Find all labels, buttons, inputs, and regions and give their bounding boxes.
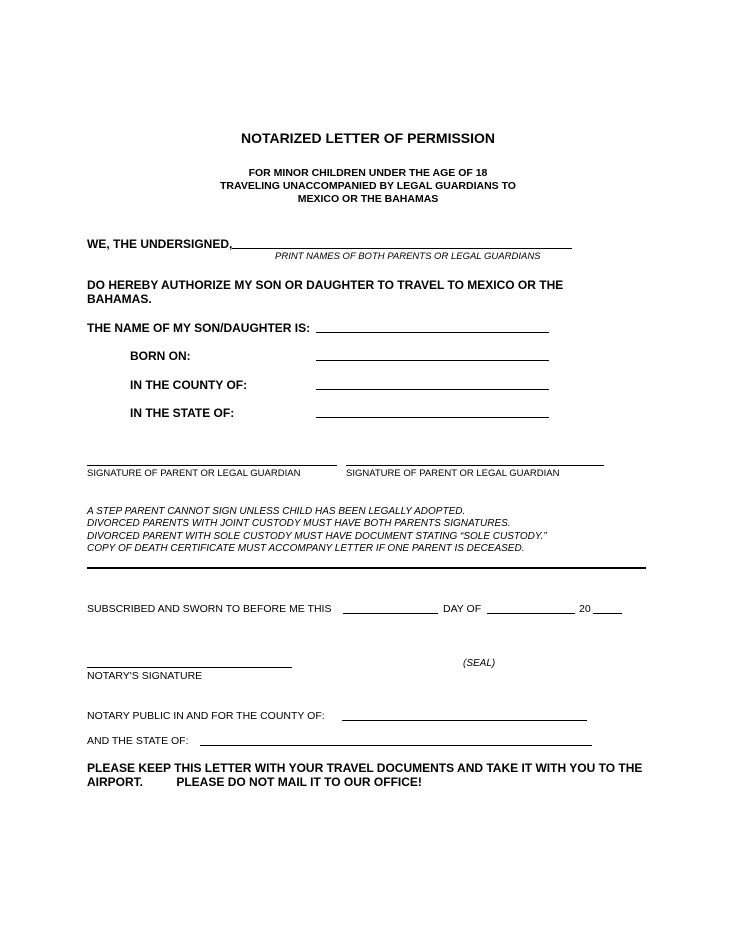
undersigned-hint: PRINT NAMES OF BOTH PARENTS OR LEGAL GUARDIANS — [275, 251, 541, 262]
notary-state-field[interactable] — [200, 745, 592, 746]
born-on-field[interactable] — [316, 360, 549, 361]
seal-label: (SEAL) — [463, 658, 496, 669]
parent-signature-label-1: SIGNATURE OF PARENT OR LEGAL GUARDIAN — [87, 468, 301, 479]
footer-line-1: PLEASE KEEP THIS LETTER WITH YOUR TRAVEL DOCUMENTS AND TAKE IT WITH YOU TO THE — [87, 761, 643, 775]
notary-state-label: AND THE STATE OF: — [87, 735, 189, 747]
notary-signature-field[interactable] — [87, 667, 292, 668]
undersigned-name-field[interactable] — [232, 248, 572, 249]
subscribed-day-of-label: DAY OF — [443, 603, 482, 615]
subtitle-line-3: MEXICO OR THE BAHAMAS — [297, 193, 439, 205]
parent-signature-field-2[interactable] — [346, 465, 604, 466]
county-field[interactable] — [316, 389, 549, 390]
notary-county-field[interactable] — [342, 720, 587, 721]
subscribed-year-field[interactable] — [593, 613, 622, 614]
note-line-3: DIVORCED PARENT WITH SOLE CUSTODY MUST HAVE DOCUMENT STATING “SOLE CUSTODY.” — [87, 531, 547, 542]
document-title: NOTARIZED LETTER OF PERMISSION — [240, 130, 496, 146]
parent-signature-label-2: SIGNATURE OF PARENT OR LEGAL GUARDIAN — [346, 468, 560, 479]
county-label: IN THE COUNTY OF: — [130, 378, 248, 392]
undersigned-label: WE, THE UNDERSIGNED, — [87, 237, 233, 251]
note-line-2: DIVORCED PARENTS WITH JOINT CUSTODY MUST HAVE BOTH PARENTS SIGNATURES. — [87, 518, 511, 529]
authorize-line-1: DO HEREBY AUTHORIZE MY SON OR DAUGHTER TO TRAVEL TO MEXICO OR THE — [87, 278, 564, 292]
section-divider — [87, 567, 646, 569]
authorize-line-2: BAHAMAS. — [87, 292, 152, 306]
subscribed-day-field[interactable] — [343, 613, 438, 614]
subscribed-year-prefix: 20 — [579, 603, 591, 615]
parent-signature-field-1[interactable] — [87, 465, 337, 466]
notary-signature-label: NOTARY'S SIGNATURE — [87, 670, 203, 682]
child-name-field[interactable] — [316, 332, 549, 333]
subscribed-label: SUBSCRIBED AND SWORN TO BEFORE ME THIS — [87, 603, 332, 615]
notary-county-label: NOTARY PUBLIC IN AND FOR THE COUNTY OF: — [87, 710, 325, 722]
note-line-1: A STEP PARENT CANNOT SIGN UNLESS CHILD HAS BEEN LEGALLY ADOPTED. — [87, 506, 466, 517]
state-label: IN THE STATE OF: — [130, 406, 235, 420]
note-line-4: COPY OF DEATH CERTIFICATE MUST ACCOMPANY LETTER IF ONE PARENT IS DECEASED. — [87, 543, 525, 554]
subtitle-line-2: TRAVELING UNACCOMPANIED BY LEGAL GUARDIANS TO — [220, 180, 516, 192]
born-on-label: BORN ON: — [130, 349, 191, 363]
subscribed-month-field[interactable] — [487, 613, 575, 614]
state-field[interactable] — [316, 417, 549, 418]
subtitle-line-1: FOR MINOR CHILDREN UNDER THE AGE OF 18 — [248, 167, 488, 179]
child-name-label: THE NAME OF MY SON/DAUGHTER IS: — [87, 321, 311, 335]
footer-line-2: AIRPORT. PLEASE DO NOT MAIL IT TO OUR OFFICE! — [87, 775, 422, 789]
